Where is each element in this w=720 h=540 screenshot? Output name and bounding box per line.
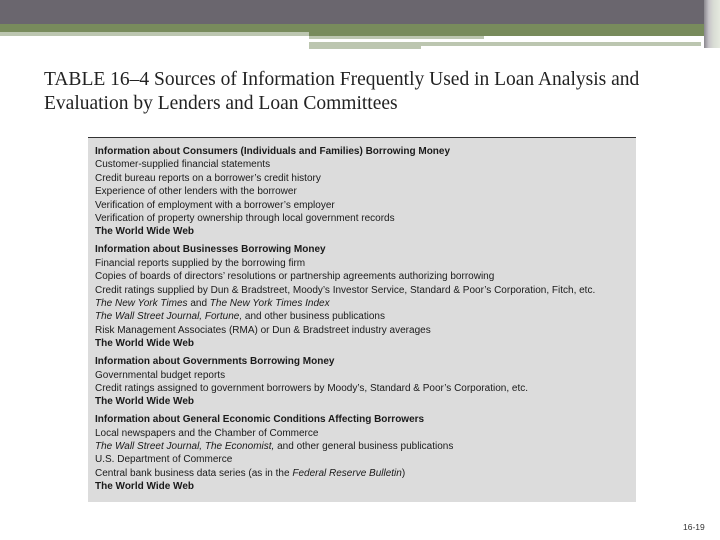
publication-title: The New York Times [95, 297, 188, 309]
list-item: U.S. Department of Commerce [95, 454, 233, 466]
list-item: Financial reports supplied by the borrowing firm [95, 257, 306, 269]
list-item: Credit ratings assigned to government borrowers by Moody’s, Standard & Poor’s Corporation, etc. [95, 382, 528, 394]
publication-title: Federal Reserve Bulletin [292, 467, 402, 479]
header-accent [309, 42, 421, 49]
header-accent [0, 24, 720, 32]
text: and other general business publications [274, 441, 454, 453]
list-item: Credit bureau reports on a borrower’s credit history [95, 172, 321, 184]
section-heading: Information about Governments Borrowing Money [95, 356, 335, 368]
list-item: Local newspapers and the Chamber of Commerce [95, 427, 319, 439]
section-heading: Information about Consumers (Individuals and Families) Borrowing Money [95, 146, 451, 157]
list-item: The World Wide Web [95, 226, 194, 238]
list-item: Experience of other lenders with the borrower [95, 186, 297, 198]
text: ) [401, 467, 406, 479]
list-item: The World Wide Web [95, 338, 194, 350]
section-economic-conditions [95, 413, 636, 493]
page-number: 16-19 [683, 522, 705, 532]
list-item [95, 440, 636, 453]
section-businesses [95, 243, 636, 350]
list-item: Risk Management Associates (RMA) or Dun & Bradstreet industry averages [95, 324, 431, 336]
publication-title: The New York Times Index [209, 297, 330, 309]
list-item: Copies of boards of directors’ resolutions or partnership agreements authorizing borrowing [95, 271, 495, 283]
publication-title: The Wall Street Journal, The Economist, [95, 441, 275, 453]
text: Central bank business data series (as in the [95, 467, 293, 479]
section-heading: Information about General Economic Conditions Affecting Borrowers [95, 414, 425, 426]
section-consumers [95, 145, 636, 239]
list-item: Credit ratings supplied by Dun & Bradstreet, Moody’s Investor Service, Standard & Poor’s Corporation, Fitch, etc. [95, 284, 596, 296]
list-item [95, 467, 636, 480]
header-accent [309, 36, 484, 39]
text: and other business publications [242, 311, 385, 323]
list-item: The World Wide Web [95, 396, 194, 408]
list-item [95, 310, 636, 323]
list-item: The World Wide Web [95, 481, 194, 493]
section-governments [95, 355, 636, 409]
header-accent [421, 42, 701, 46]
list-item: Governmental budget reports [95, 369, 226, 381]
header-edge [704, 0, 720, 48]
text: and [187, 297, 210, 309]
list-item: Verification of employment with a borrower’s employer [95, 199, 335, 211]
slide-title: TABLE 16–4 Sources of Information Frequently Used in Loan Analysis and Evaluation by Lenders and Loan Committees [44, 69, 640, 114]
header-bar [0, 0, 720, 24]
header-accent [0, 32, 309, 36]
publication-title: The Wall Street Journal, Fortune, [95, 311, 243, 323]
list-item [95, 297, 636, 310]
list-item: Customer-supplied financial statements [95, 159, 271, 171]
section-heading: Information about Businesses Borrowing Money [95, 244, 326, 256]
list-item: Verification of property ownership through local government records [95, 213, 395, 225]
sources-table [88, 137, 636, 502]
